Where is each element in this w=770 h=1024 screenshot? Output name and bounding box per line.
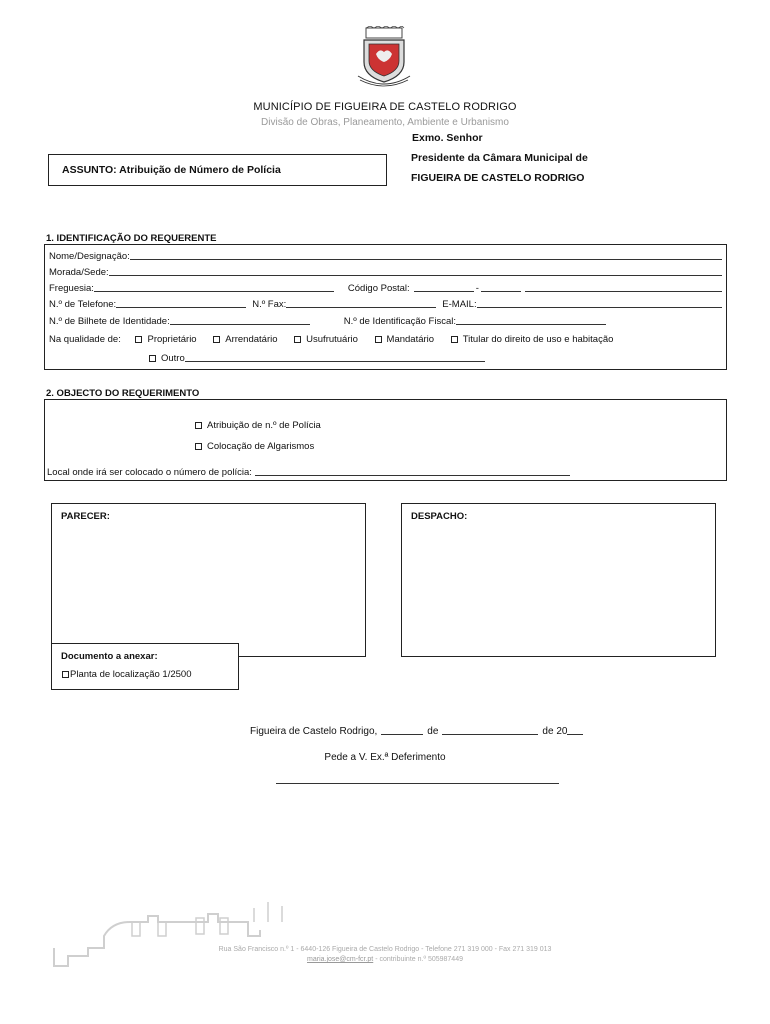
division-name: Divisão de Obras, Planeamento, Ambiente e Urbanismo	[261, 117, 509, 128]
checkbox-assign-number[interactable]	[195, 422, 202, 429]
attachments-title: Documento a anexar:	[61, 651, 158, 662]
option-assign-number[interactable]: Atribuição de n.º de Polícia	[195, 420, 321, 431]
footer-email-link[interactable]: maria.jose@cm-fcr.pt	[307, 956, 374, 963]
checkbox-tenant[interactable]	[213, 336, 220, 343]
location-field[interactable]	[255, 467, 570, 476]
attachment-item[interactable]: Planta de localização 1/2500	[62, 669, 191, 680]
name-label: Nome/Designação:	[49, 251, 130, 262]
request-text: Pede a V. Ex.ª Deferimento	[324, 752, 446, 763]
fax-label: N.º Fax:	[252, 299, 287, 310]
option-usufructuary[interactable]: Usufrutuário	[294, 334, 358, 345]
checkbox-usufructuary[interactable]	[294, 336, 301, 343]
postal-code-suffix-field[interactable]	[481, 283, 521, 292]
phone-label: N.º de Telefone:	[49, 299, 117, 310]
option-owner[interactable]: Proprietário	[135, 334, 196, 345]
despacho-box[interactable]	[401, 503, 716, 657]
municipality-name: MUNICÍPIO DE FIGUEIRA DE CASTELO RODRIGO	[253, 101, 517, 113]
email-field[interactable]	[477, 299, 722, 308]
id-card-label: N.º de Bilhete de Identidade:	[49, 316, 170, 327]
parecer-label: PARECER:	[61, 511, 110, 522]
postal-dash: -	[475, 283, 479, 294]
id-card-field[interactable]	[170, 316, 310, 325]
footer-contacts	[0, 956, 770, 963]
checkbox-place-digits[interactable]	[195, 443, 202, 450]
parecer-box[interactable]	[51, 503, 366, 657]
footer-address: Rua São Francisco n.º 1 - 6440-126 Figueira de Castelo Rodrigo - Telefone 271 319 000 - Fax 271 319 013	[218, 946, 552, 953]
section1-title: 1. IDENTIFICAÇÃO DO REQUERENTE	[46, 233, 217, 244]
checkbox-other[interactable]	[149, 355, 156, 362]
subject-text: ASSUNTO: Atribuição de Número de Polícia	[62, 164, 281, 176]
day-field[interactable]	[381, 734, 423, 735]
postal-code-field[interactable]	[414, 283, 474, 292]
despacho-label: DESPACHO:	[411, 511, 468, 522]
location-label: Local onde irá ser colocado o número de polícia:	[47, 467, 252, 478]
other-field[interactable]	[185, 353, 485, 362]
month-field[interactable]	[442, 734, 538, 735]
nif-field[interactable]	[456, 316, 606, 325]
nif-label: N.º de Identificação Fiscal:	[343, 316, 456, 327]
de-text-1: de	[427, 726, 439, 737]
de-text-2: de 20	[542, 726, 568, 737]
phone-field[interactable]	[116, 299, 246, 308]
address-field[interactable]	[109, 267, 722, 276]
request-object-box	[44, 399, 727, 481]
attachments-box	[51, 643, 239, 690]
checkbox-holder[interactable]	[451, 336, 458, 343]
signature-line[interactable]	[276, 783, 559, 784]
postal-locality-field[interactable]	[525, 283, 722, 292]
fax-field[interactable]	[286, 299, 436, 308]
requester-identification-box	[44, 244, 727, 370]
address-label: Morada/Sede:	[49, 267, 109, 278]
addressee-line-3: FIGUEIRA DE CASTELO RODRIGO	[411, 172, 585, 184]
checkbox-location-plan[interactable]	[62, 671, 69, 678]
option-agent[interactable]: Mandatário	[375, 334, 435, 345]
date-line	[250, 726, 583, 737]
municipal-crest-icon	[352, 26, 416, 92]
section2-title: 2. OBJECTO DO REQUERIMENTO	[46, 388, 200, 399]
footer-nif: - contribuinte n.º 505987449	[373, 956, 463, 963]
postal-code-label: Código Postal:	[347, 283, 410, 294]
addressee-line-2: Presidente da Câmara Municipal de	[411, 152, 588, 164]
parish-field[interactable]	[94, 283, 334, 292]
place-text: Figueira de Castelo Rodrigo,	[250, 726, 378, 737]
checkbox-agent[interactable]	[375, 336, 382, 343]
option-other[interactable]: Outro	[149, 353, 185, 364]
checkbox-owner[interactable]	[135, 336, 142, 343]
capacity-label: Na qualidade de:	[49, 334, 121, 345]
year-field[interactable]	[567, 734, 583, 735]
option-tenant[interactable]: Arrendatário	[213, 334, 277, 345]
email-label: E-MAIL:	[442, 299, 477, 310]
option-holder[interactable]: Titular do direito de uso e habitação	[451, 334, 614, 345]
subject-box	[48, 154, 387, 186]
name-field[interactable]	[130, 251, 722, 260]
option-place-digits[interactable]: Colocação de Algarismos	[195, 441, 314, 452]
addressee-line-1: Exmo. Senhor	[412, 132, 483, 144]
parish-label: Freguesia:	[49, 283, 94, 294]
